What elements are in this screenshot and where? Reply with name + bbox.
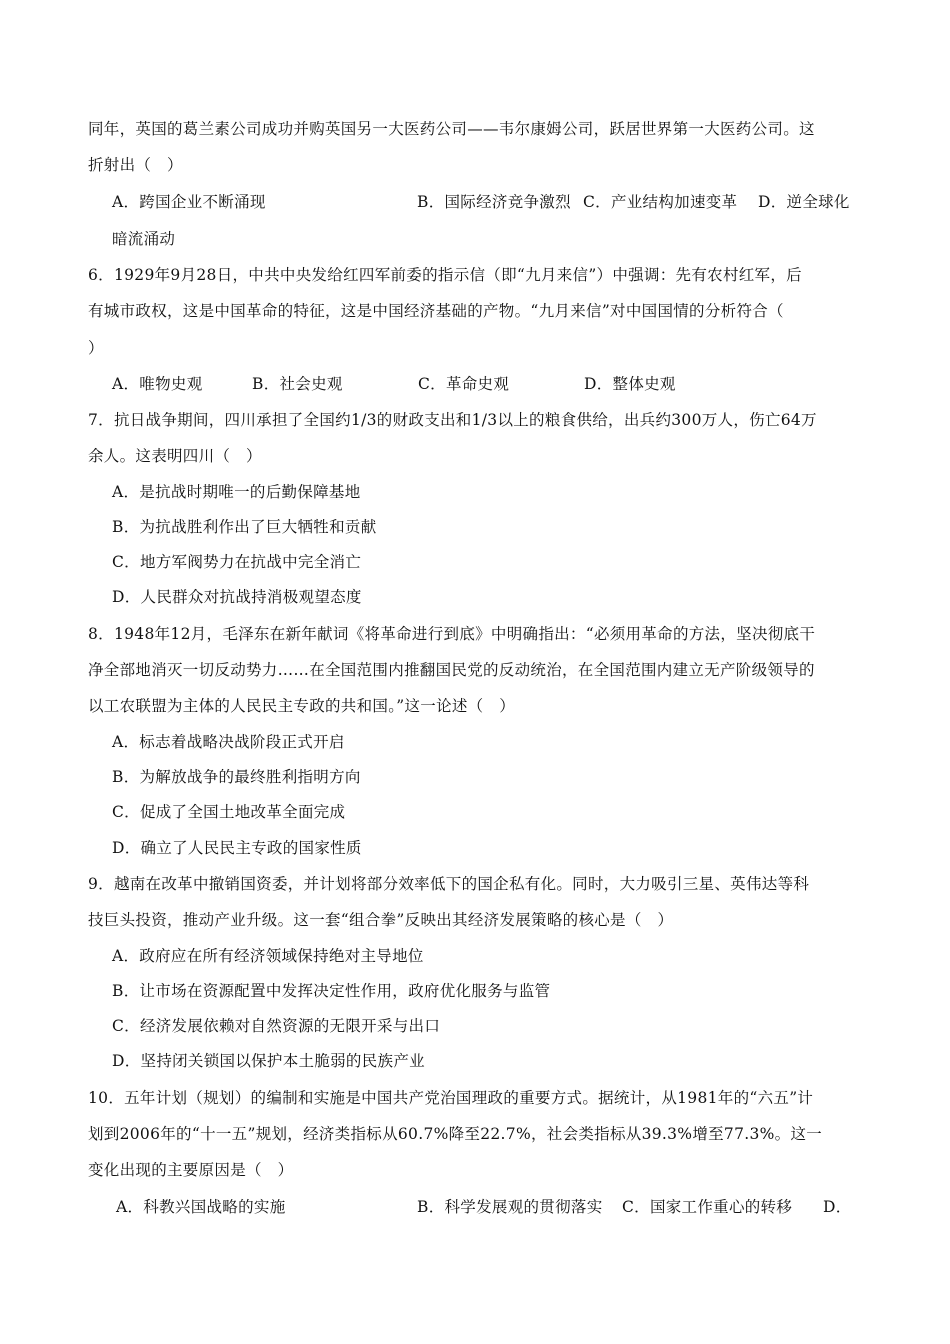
q10-stem-line3: 变化出现的主要原因是（ ） [88,1161,294,1179]
q6-option-d: D．整体史观 [584,375,676,393]
q8-option-b: B．为解放战争的最终胜利指明方向 [112,768,361,786]
q8-option-d: D．确立了人民民主专政的国家性质 [112,839,362,857]
q6-stem-line2: 有城市政权，这是中国革命的特征，这是中国经济基础的产物。“九月来信”对中国国情的分析符合（ [88,302,784,320]
q10-option-c: C．国家工作重心的转移 [622,1198,793,1216]
q5-option-c: C．产业结构加速变革 [583,193,738,211]
q5-stem-line1: 同年，英国的葛兰素公司成功并购英国另一大医药公司——韦尔康姆公司，跃居世界第一大医药公司。这 [88,120,815,138]
q9-option-d: D．坚持闭关锁国以保护本土脆弱的民族产业 [112,1052,425,1070]
q10-option-a: A．科教兴国战略的实施 [116,1198,286,1216]
q6-stem-line1: 6．1929年9月28日，中共中央发给红四军前委的指示信（即“九月来信”）中强调：先有农村红军，后 [88,266,802,284]
q9-stem-line2: 技巨头投资，推动产业升级。这一套“组合拳”反映出其经济发展策略的核心是（ ） [88,911,674,929]
q10-stem-line1: 10．五年计划（规划）的编制和实施是中国共产党治国理政的重要方式。据统计，从1981年的“六五”计 [88,1089,814,1107]
q6-option-a: A．唯物史观 [112,375,203,393]
q10-option-d: D． [823,1198,852,1216]
q10-stem-line2: 划到2006年的“十一五”规划，经济类指标从60.7%降至22.7%，社会类指标从39.3%增至77.3%。这一 [88,1125,823,1143]
q8-option-a: A．标志着战略决战阶段正式开启 [112,733,345,751]
q9-option-c: C．经济发展依赖对自然资源的无限开采与出口 [112,1017,441,1035]
q5-stem-line2: 折射出（ ） [88,156,183,174]
q5-option-b: B．国际经济竞争激烈 [417,193,571,211]
q8-stem-line3: 以工农联盟为主体的人民民主专政的共和国。”这一论述（ ） [88,697,516,715]
q5-option-a: A．跨国企业不断涌现 [112,193,266,211]
q6-option-c: C．革命史观 [418,375,510,393]
q6-stem-line3: ） [88,339,104,357]
q5-option-d: D．逆全球化 [758,193,850,211]
q8-stem-line1: 8．1948年12月，毛泽东在新年献词《将革命进行到底》中明确指出：“必须用革命的方法，坚决彻底干 [88,625,816,643]
q10-option-b: B．科学发展观的贯彻落实 [417,1198,603,1216]
q6-option-b: B．社会史观 [252,375,343,393]
q7-option-d: D．人民群众对抗战持消极观望态度 [112,588,362,606]
q7-option-c: C．地方军阀势力在抗战中完全消亡 [112,553,362,571]
q8-stem-line2: 净全部地消灭一切反动势力……在全国范围内推翻国民党的反动统治，在全国范围内建立无产阶级领导的 [88,661,815,679]
q7-stem-line2: 余人。这表明四川（ ） [88,447,262,465]
q7-stem-line1: 7．抗日战争期间，四川承担了全国约1/3的财政支出和1/3以上的粮食供给，出兵约300万人，伤亡64万 [88,411,817,429]
q8-option-c: C．促成了全国土地改革全面完成 [112,803,346,821]
q7-option-a: A．是抗战时期唯一的后勤保障基地 [112,483,361,501]
q9-option-a: A．政府应在所有经济领域保持绝对主导地位 [112,947,424,965]
q9-stem-line1: 9．越南在改革中撤销国资委，并计划将部分效率低下的国企私有化。同时，大力吸引三星、英伟达等科 [88,875,810,893]
q5-option-d-continued: 暗流涌动 [112,230,176,248]
q7-option-b: B．为抗战胜利作出了巨大牺牲和贡献 [112,518,377,536]
q9-option-b: B．让市场在资源配置中发挥决定性作用，政府优化服务与监管 [112,982,551,1000]
